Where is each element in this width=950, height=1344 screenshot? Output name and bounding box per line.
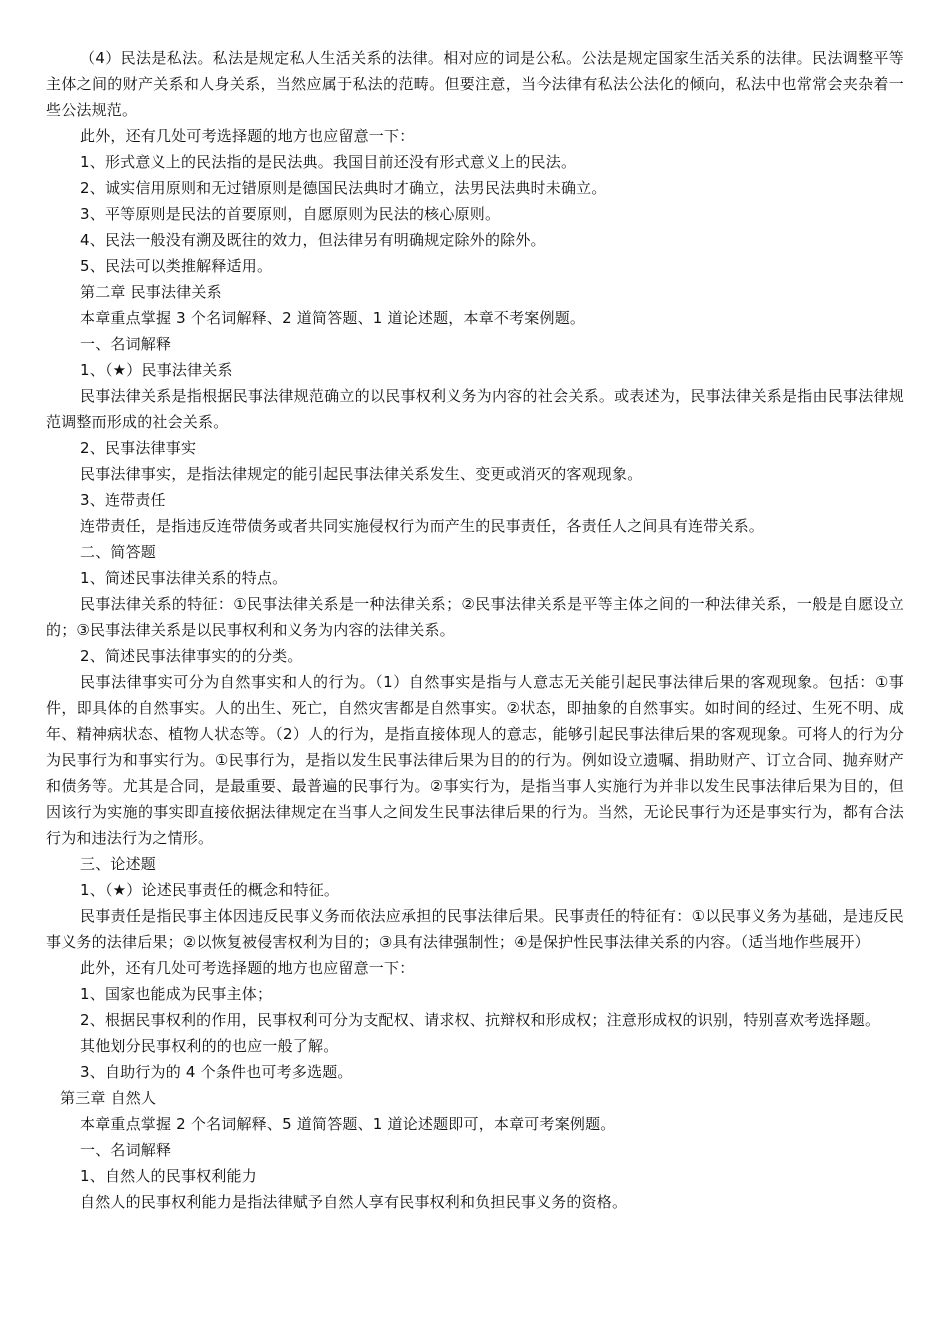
- paragraph: 1、自然人的民事权利能力: [80, 1167, 257, 1185]
- paragraph: 自然人的民事权利能力是指法律赋予自然人享有民事权利和负担民事义务的资格。: [80, 1193, 628, 1211]
- paragraph: 2、诚实信用原则和无过错原则是德国民法典时才确立，法男民法典时未确立。: [80, 179, 607, 197]
- paragraph: 2、简述民事法律事实的的分类。: [80, 647, 303, 665]
- paragraph: 3、平等原则是民法的首要原则，自愿原则为民法的核心原则。: [80, 205, 501, 223]
- paragraph: 连带责任，是指违反连带债务或者共同实施侵权行为而产生的民事责任，各责任人之间具有连带关系。: [80, 517, 765, 535]
- paragraph: 民事法律事实，是指法律规定的能引起民事法律关系发生、变更或消灭的客观现象。: [80, 465, 643, 483]
- paragraph: 1、国家也能成为民事主体；: [80, 985, 273, 1003]
- paragraph: 5、民法可以类推解释适用。: [80, 257, 273, 275]
- paragraph: 此外，还有几处可考选择题的地方也应留意一下：: [80, 127, 415, 145]
- paragraph: 1、简述民事法律关系的特点。: [80, 569, 288, 587]
- paragraph: 本章重点掌握 2 个名词解释、5 道简答题、1 道论述题即可，本章可考案例题。: [80, 1115, 616, 1133]
- paragraph: 其他划分民事权利的的也应一般了解。: [80, 1037, 339, 1055]
- paragraph: 民事法律事实可分为自然事实和人的行为。（1）自然事实是指与人意志无关能引起民事法律后果的客观现象。包括：①事件，即具体的自然事实。人的出生、死亡，自然灾害都是自然事实。②状态，即抽象的自然事实。如时间的经过、生死不明、成年、精神病状态、植物人状态等。（2）人的行为，是指直接体现人的意志，能够引起民事法律后果的客观现象。可将人的行为分为民事行为和事实行为。①民事行为，是指以发生民事法律后果为目的的行为。例如设立遗嘱、捐助财产、订立合同、抛弃财产和债务等。尤其是合同，是最重要、最普遍的民事行为。②事实行为，是指当事人实施行为并非以发生民事法律后果为目的，但因该行为实施的事实即直接依据法律规定在当事人之间发生民事法律后果的行为。当然，无论民事行为还是事实行为，都有合法行为和违法行为之情形。: [46, 673, 904, 847]
- paragraph: 此外，还有几处可考选择题的地方也应留意一下：: [80, 959, 415, 977]
- paragraph: 4、民法一般没有溯及既往的效力，但法律另有明确规定除外的除外。: [80, 231, 546, 249]
- paragraph: 民事法律关系的特征：①民事法律关系是一种法律关系；②民事法律关系是平等主体之间的一种法律关系，一般是自愿设立的；③民事法律关系是以民事权利和义务为内容的法律关系。: [46, 595, 904, 639]
- paragraph: 2、民事法律事实: [80, 439, 197, 457]
- paragraph: 二、简答题: [80, 543, 157, 561]
- paragraph: 三、论述题: [80, 855, 157, 873]
- paragraph: 一、名词解释: [80, 335, 172, 353]
- paragraph: 民事法律关系是指根据民事法律规范确立的以民事权利义务为内容的社会关系。或表述为，民事法律关系是指由民事法律规范调整而形成的社会关系。: [46, 387, 904, 431]
- paragraph: 本章重点掌握 3 个名词解释、2 道简答题、1 道论述题，本章不考案例题。: [80, 309, 586, 327]
- paragraph: 第三章 自然人: [60, 1089, 157, 1107]
- paragraph: 3、连带责任: [80, 491, 166, 509]
- paragraph: 民事责任是指民事主体因违反民事义务而依法应承担的民事法律后果。民事责任的特征有：①以民事义务为基础，是违反民事义务的法律后果；②以恢复被侵害权利为目的；③具有法律强制性；④是保护性民事法律关系的内容。（适当地作些展开）: [46, 907, 904, 951]
- paragraph: 3、自助行为的 4 个条件也可考多选题。: [80, 1063, 353, 1081]
- paragraph: 1、（★）民事法律关系: [80, 361, 233, 379]
- paragraph: 1、形式意义上的民法指的是民法典。我国目前还没有形式意义上的民法。: [80, 153, 577, 171]
- paragraph: 1、（★）论述民事责任的概念和特征。: [80, 881, 340, 899]
- paragraph: 2、根据民事权利的作用，民事权利可分为支配权、请求权、抗辩权和形成权；注意形成权的识别，特别喜欢考选择题。: [80, 1011, 881, 1029]
- paragraph: 一、名词解释: [80, 1141, 172, 1159]
- paragraph: 第二章 民事法律关系: [80, 283, 222, 301]
- paragraph: （4）民法是私法。私法是规定私人生活关系的法律。相对应的词是公私。公法是规定国家生活关系的法律。民法调整平等主体之间的财产关系和人身关系，当然应属于私法的范畴。但要注意，当今法律有私法公法化的倾向，私法中也常常会夹杂着一些公法规范。: [46, 49, 904, 119]
